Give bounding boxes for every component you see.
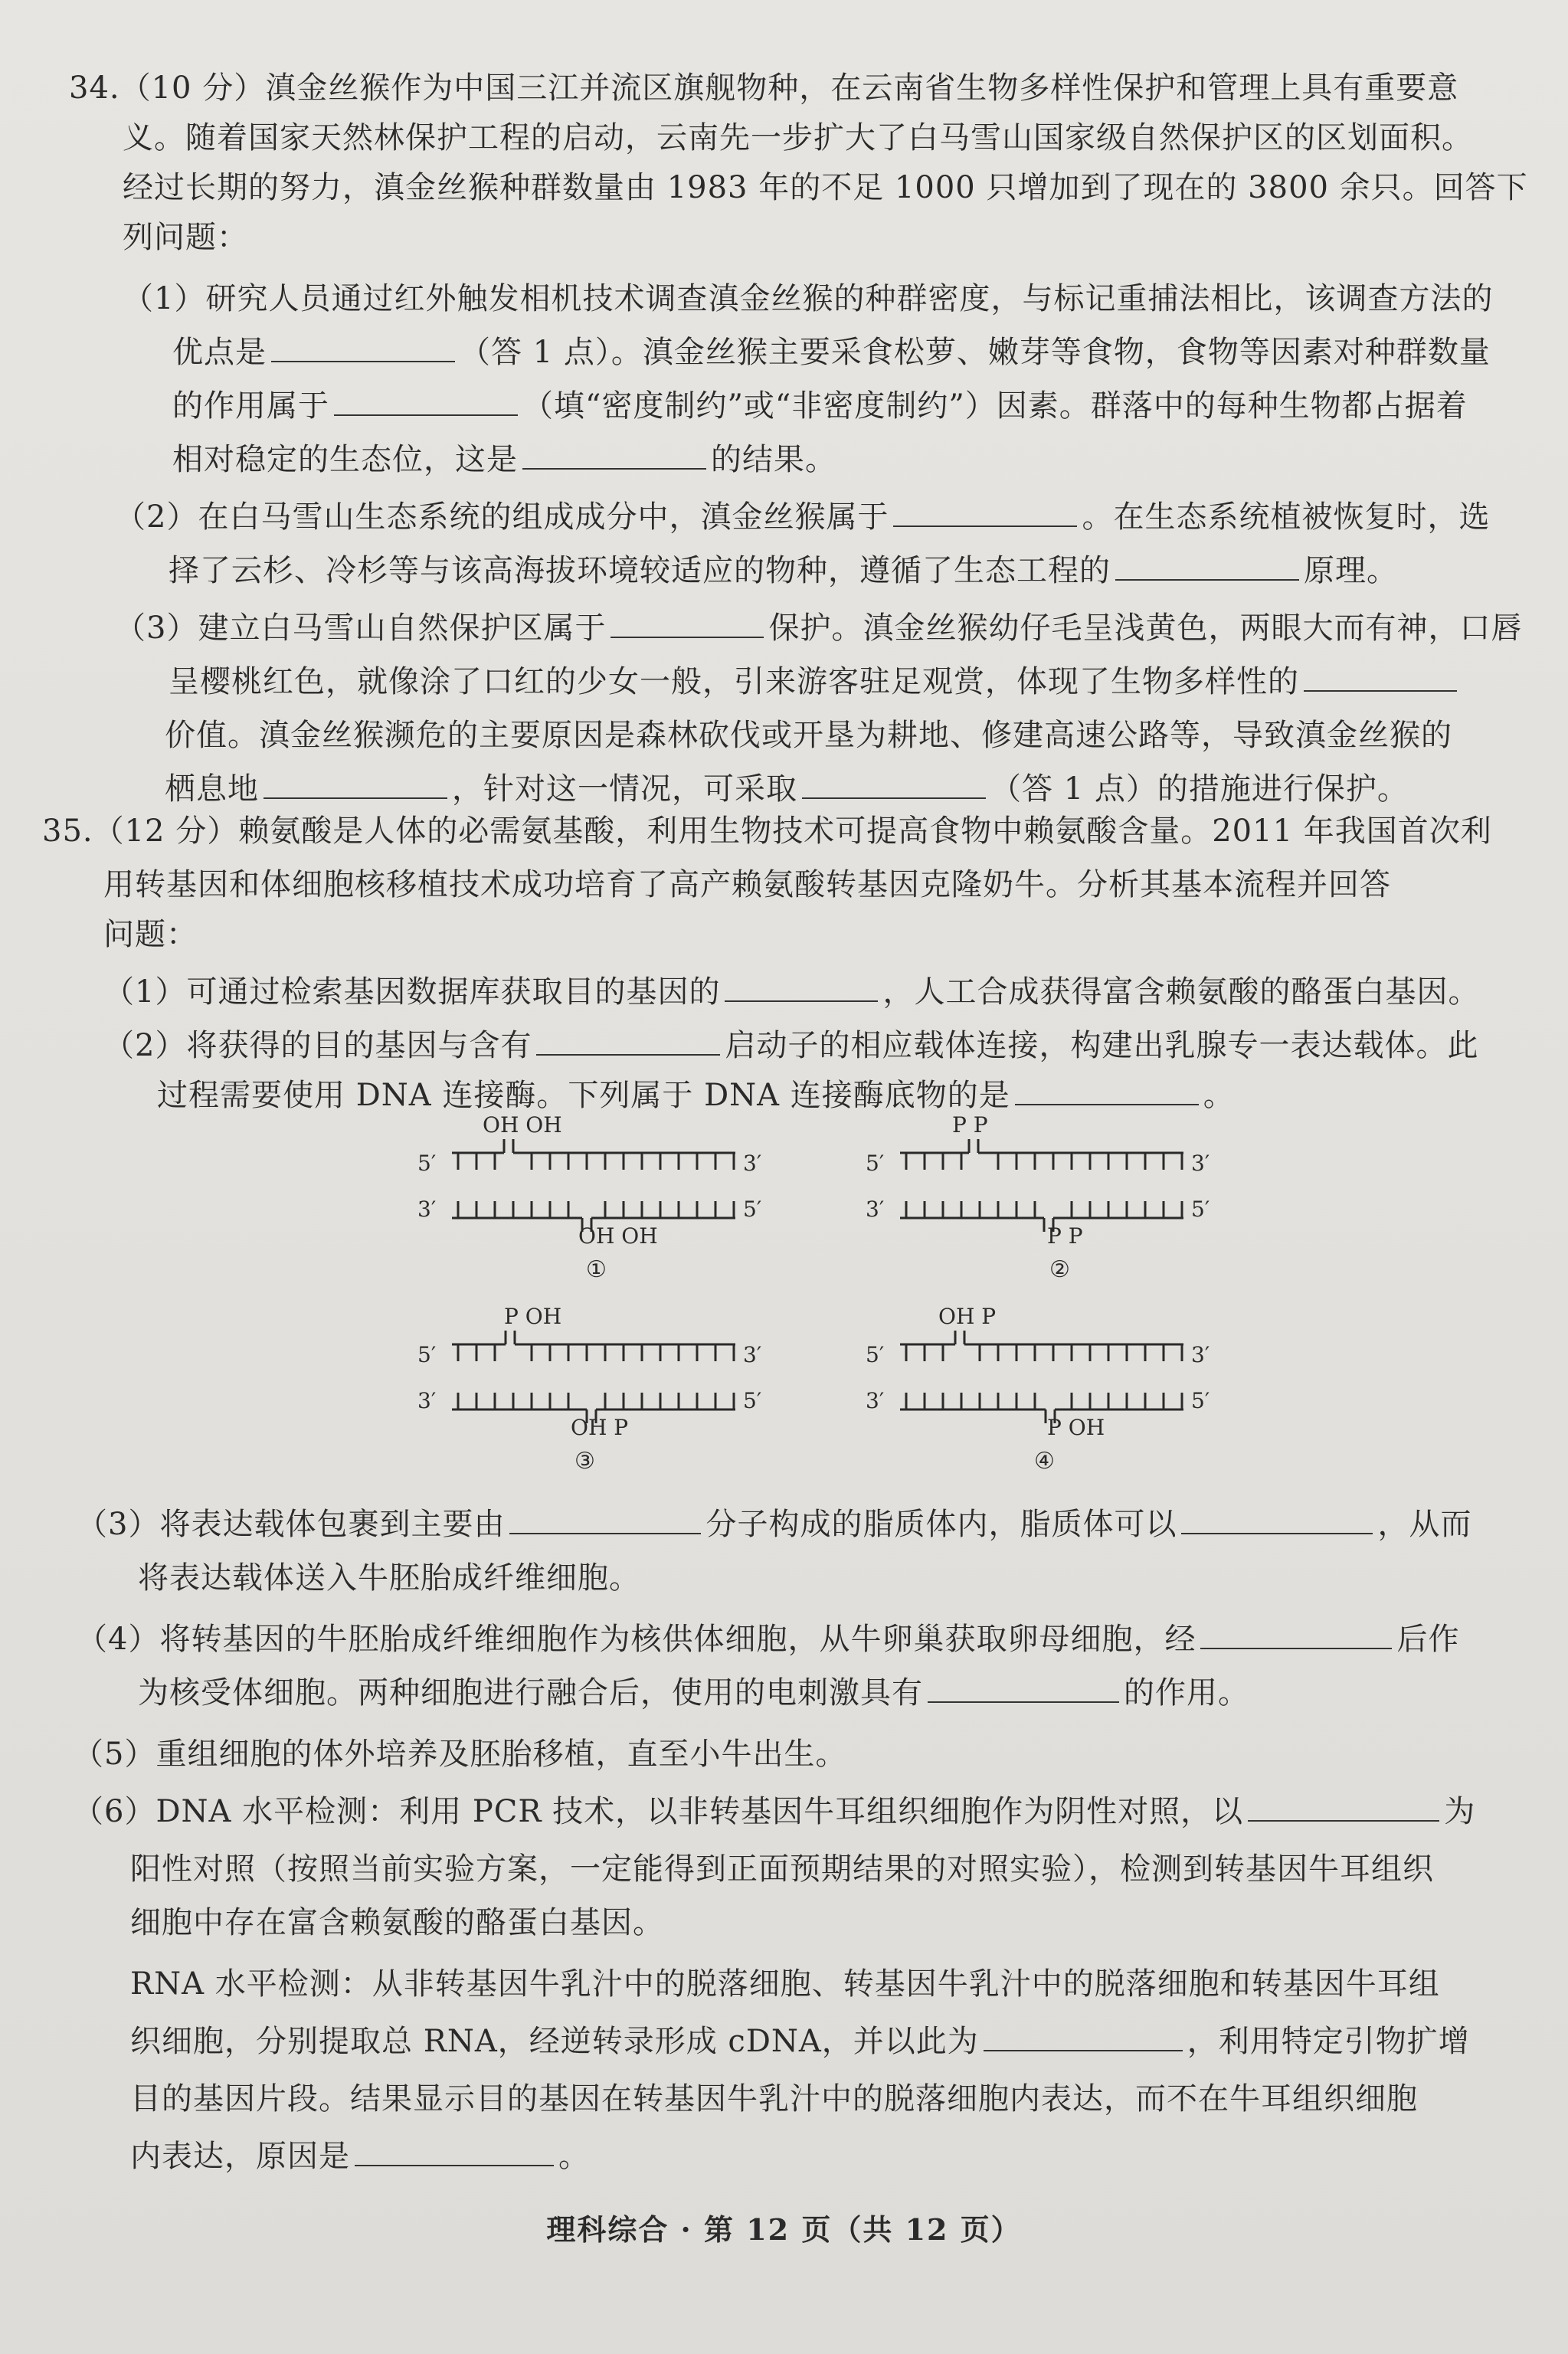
- text: 过程需要使用 DNA 连接酶。下列属于 DNA 连接酶底物的是: [157, 1078, 1010, 1113]
- text: 相对稳定的生态位，这是: [172, 442, 518, 477]
- strand-label: 3′: [866, 1388, 885, 1413]
- q35-part6-line3: 细胞中存在富含赖氨酸的酪蛋白基因。: [130, 1905, 664, 1940]
- answer-blank[interactable]: [1304, 664, 1457, 692]
- q34-part2-line1: [115, 494, 1490, 540]
- text: 。在生态系统植被恢复时，选: [1082, 499, 1491, 535]
- top-end-label: OH OH: [483, 1112, 562, 1138]
- q35-part5: （5）重组细胞的体外培养及胚胎移植，直至小牛出生。: [73, 1737, 847, 1772]
- q34-part3-line2: [169, 659, 1462, 705]
- strand-label: 3′: [743, 1151, 762, 1176]
- dna-fragment-svg: [414, 1107, 766, 1291]
- text: （1）可通过检索基因数据库获取目的基因的: [103, 974, 721, 1010]
- text: 栖息地: [165, 771, 259, 807]
- diagram-number: ②: [1049, 1256, 1070, 1283]
- text: 内表达，原因是: [130, 2139, 350, 2174]
- text: 织细胞，分别提取总 RNA，经逆转录形成 cDNA，并以此为: [130, 2024, 979, 2059]
- q35-part6-line6: 目的基因片段。结果显示目的基因在转基因牛乳汁中的脱落细胞内表达，而不在牛耳组织细胞: [130, 2081, 1418, 2117]
- text: 启动子的相应载体连接，构建出乳腺专一表达载体。此: [725, 1028, 1479, 1063]
- bottom-end-label: P P: [1047, 1223, 1083, 1249]
- answer-blank[interactable]: [984, 2024, 1183, 2051]
- dna-fragment-svg: [862, 1107, 1214, 1291]
- q34-line-4: 列问题：: [123, 220, 248, 255]
- text: ，从而: [1377, 1507, 1472, 1542]
- answer-blank[interactable]: [355, 2139, 554, 2166]
- q35-part2-line1: [103, 1023, 1478, 1069]
- answer-blank[interactable]: [509, 1507, 701, 1534]
- answer-blank[interactable]: [522, 442, 706, 470]
- text: 原理。: [1304, 553, 1398, 588]
- text: （2）将获得的目的基因与含有: [103, 1028, 532, 1063]
- q34-part1-line3: [172, 383, 1468, 429]
- q34-part3-line1: [115, 605, 1522, 651]
- text: 为核受体细胞。两种细胞进行融合后，使用的电刺激具有: [138, 1675, 923, 1711]
- answer-blank[interactable]: [1115, 553, 1299, 581]
- text: （4）将转基因的牛胚胎成纤维细胞作为核供体细胞，从牛卵巢获取卵母细胞，经: [77, 1622, 1196, 1657]
- q34-line-2: 义。随着国家天然林保护工程的启动，云南先一步扩大了白马雪山国家级自然保护区的区划面积。: [123, 120, 1473, 156]
- bottom-end-label: P OH: [1047, 1415, 1105, 1440]
- top-end-label: OH P: [938, 1304, 997, 1329]
- strand-label: 5′: [417, 1151, 437, 1176]
- page-footer: 理科综合 · 第 12 页（共 12 页）: [546, 2212, 1022, 2247]
- text: 的作用属于: [172, 388, 329, 424]
- answer-blank[interactable]: [264, 771, 447, 799]
- answer-blank[interactable]: [802, 771, 986, 799]
- strand-label: 5′: [1191, 1197, 1210, 1222]
- answer-blank[interactable]: [536, 1028, 720, 1056]
- diagram-number: ①: [586, 1256, 607, 1283]
- answer-blank[interactable]: [271, 335, 455, 362]
- q34-line-3: 经过长期的努力，滇金丝猴种群数量由 1983 年的不足 1000 只增加到了现在的 3800 余只。回答下: [123, 170, 1528, 205]
- q34-part3-line4: [165, 766, 1409, 812]
- text: 为: [1444, 1794, 1476, 1829]
- q34-line-1: 34.（10 分）滇金丝猴作为中国三江并流区旗舰物种，在云南省生物多样性保护和管理上具有重要意: [69, 70, 1459, 106]
- answer-blank[interactable]: [611, 611, 764, 638]
- strand-label: 5′: [743, 1388, 762, 1413]
- text: ，针对这一情况，可采取: [452, 771, 797, 807]
- text: 。: [1203, 1078, 1235, 1113]
- text: （答 1 点）。滇金丝猴主要采食松萝、嫩芽等食物，食物等因素对种群数量: [460, 335, 1491, 370]
- text: 后作: [1396, 1622, 1460, 1657]
- text: 优点是: [172, 335, 267, 370]
- answer-blank[interactable]: [725, 974, 878, 1002]
- text: 的作用。: [1124, 1675, 1249, 1711]
- text: （答 1 点）的措施进行保护。: [990, 771, 1409, 807]
- strand-label: 5′: [866, 1342, 885, 1367]
- text: （6）DNA 水平检测：利用 PCR 技术，以非转基因牛耳组织细胞作为阴性对照，以: [73, 1794, 1244, 1829]
- q35-part4-line1: [77, 1616, 1459, 1662]
- q35-part3-line1: [77, 1501, 1471, 1547]
- text: （2）在白马雪山生态系统的组成成分中，滇金丝猴属于: [115, 499, 889, 535]
- text: ，利用特定引物扩增: [1187, 2024, 1470, 2059]
- answer-blank[interactable]: [928, 1675, 1119, 1703]
- answer-blank[interactable]: [1248, 1794, 1439, 1822]
- dna-diagram-3: [414, 1298, 766, 1485]
- q34-part1-line1: （1）研究人员通过红外触发相机技术调查滇金丝猴的种群密度，与标记重捕法相比，该调查方法的: [123, 281, 1494, 316]
- answer-blank[interactable]: [893, 499, 1077, 527]
- diagram-number: ③: [574, 1448, 595, 1475]
- answer-blank[interactable]: [334, 388, 518, 416]
- q35-part6-line2: 阳性对照（按照当前实验方案，一定能得到正面预期结果的对照实验），检测到转基因牛耳组织: [130, 1851, 1434, 1887]
- text: 择了云杉、冷杉等与该高海拔环境较适应的物种，遵循了生态工程的: [169, 553, 1111, 588]
- strand-label: 5′: [743, 1197, 762, 1222]
- text: 。: [558, 2139, 590, 2174]
- text: （3）将表达载体包裹到主要由: [77, 1507, 506, 1542]
- strand-label: 5′: [866, 1151, 885, 1176]
- strand-label: 3′: [1191, 1151, 1210, 1176]
- q35-part6-line1: [73, 1789, 1475, 1835]
- dna-diagram-4: [862, 1298, 1214, 1485]
- bottom-end-label: OH OH: [578, 1223, 658, 1249]
- dna-diagram-2: [862, 1107, 1214, 1294]
- strand-label: 3′: [1191, 1342, 1210, 1367]
- strand-label: 3′: [417, 1197, 437, 1222]
- q35-part3-line2: 将表达载体送入牛胚胎成纤维细胞。: [138, 1560, 640, 1596]
- q35-line-1: 35.（12 分）赖氨酸是人体的必需氨基酸，利用生物技术可提高食物中赖氨酸含量。2011 年我国首次利: [42, 814, 1492, 849]
- strand-label: 3′: [743, 1342, 762, 1367]
- diagram-number: ④: [1034, 1448, 1055, 1475]
- q35-part1: [103, 969, 1479, 1015]
- bottom-end-label: OH P: [571, 1415, 629, 1440]
- answer-blank[interactable]: [1181, 1507, 1373, 1534]
- q35-part4-line2: [138, 1670, 1249, 1716]
- text: （填“密度制约”或“非密度制约”）因素。群落中的每种生物都占据着: [522, 388, 1468, 424]
- strand-label: 5′: [1191, 1388, 1210, 1413]
- dna-diagram-1: [414, 1107, 766, 1294]
- text: 的结果。: [711, 442, 836, 477]
- q35-part6-line4: RNA 水平检测：从非转基因牛乳汁中的脱落细胞、转基因牛乳汁中的脱落细胞和转基因牛耳组: [130, 1966, 1440, 2002]
- q34-part1-line4: [172, 437, 836, 483]
- text: 呈樱桃红色，就像涂了口红的少女一般，引来游客驻足观赏，体现了生物多样性的: [169, 664, 1299, 699]
- text: 分子构成的脂质体内，脂质体可以: [705, 1507, 1177, 1542]
- answer-blank[interactable]: [1015, 1078, 1199, 1105]
- q34-part1-line2: [172, 329, 1491, 375]
- text: （3）建立白马雪山自然保护区属于: [115, 611, 607, 646]
- text: 保护。滇金丝猴幼仔毛呈浅黄色，两眼大而有神，口唇: [768, 611, 1523, 646]
- q35-line-2: 用转基因和体细胞核移植技术成功培育了高产赖氨酸转基因克隆奶牛。分析其基本流程并回答: [103, 867, 1391, 902]
- text: ，人工合成获得富含赖氨酸的酪蛋白基因。: [882, 974, 1480, 1010]
- strand-label: 3′: [417, 1388, 437, 1413]
- strand-label: 5′: [417, 1342, 437, 1367]
- q35-part6-line5: [130, 2018, 1470, 2064]
- q34-part3-line3: 价值。滇金丝猴濒危的主要原因是森林砍伐或开垦为耕地、修建高速公路等，导致滇金丝猴的: [165, 718, 1452, 753]
- q34-part2-line2: [169, 548, 1398, 594]
- top-end-label: P P: [952, 1112, 988, 1138]
- dna-fragment-svg: [862, 1298, 1214, 1482]
- answer-blank[interactable]: [1200, 1622, 1392, 1649]
- q35-line-3: 问题：: [103, 917, 198, 952]
- strand-label: 3′: [866, 1197, 885, 1222]
- dna-fragment-svg: [414, 1298, 766, 1482]
- top-end-label: P OH: [504, 1304, 562, 1329]
- q35-part6-line7: [130, 2133, 590, 2179]
